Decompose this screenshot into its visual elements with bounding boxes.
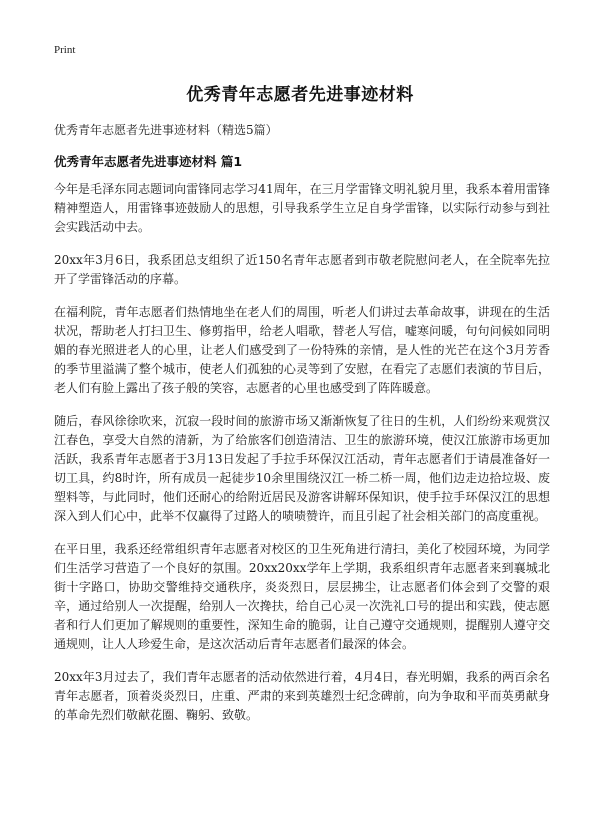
paragraph: 今年是毛泽东同志题词向雷锋同志学习41周年，在三月学雷锋文明礼貌月里，我系本着用雷锋精神塑造人，用雷锋事迹鼓励人的思想，引导我系学生立足自身学雷锋，以实际行动参与到社会实践活动中去。 xyxy=(54,182,550,234)
paragraph: 20xx年3月过去了，我们青年志愿者的活动依然进行着，4月4日，春光明媚，我系的两百余名青年志愿者，顶着炎炎烈日，庄重、严肃的来到英雄烈士纪念碑前，向为争取和平而英勇献身的革命先烈们敬献花圈、鞠躬、致敬。 xyxy=(54,670,550,722)
paragraph: 20xx年3月6日，我系团总支组织了近150名青年志愿者到市敬老院慰问老人，在全院率先拉开了学雷锋活动的序幕。 xyxy=(54,253,550,286)
document-title: 优秀青年志愿者先进事迹材料 xyxy=(186,85,414,105)
paragraph: 随后，春风徐徐吹来，沉寂一段时间的旅游市场又渐渐恢复了往日的生机，人们纷纷来观赏汉江春色，享受大自然的清新，为了给旅客们创造清洁、卫生的旅游环境，使汉江旅游市场更加活跃，我系青年志愿者于3月13日发起了手拉手环保汉江活动，青年志愿者们于请晨准备好一切工具，约8时许，所有成员一起徒步10余里围绕汉江一桥二桥一周，他们边走边拾垃圾、废塑料等，与此同时，他们还耐心的给附近居民及游客讲解环保知识，使手拉手环保汉江的思想深入到人们心中，此举不仅赢得了过路人的啧啧赞许，而且引起了社会相关部门的高度重视。 xyxy=(54,414,550,523)
document-subtitle: 优秀青年志愿者先进事迹材料（精选5篇） xyxy=(54,123,278,137)
print-link[interactable]: Print xyxy=(54,44,76,56)
section-heading: 优秀青年志愿者先进事迹材料 篇1 xyxy=(54,154,243,169)
paragraph: 在平日里，我系还经常组织青年志愿者对校区的卫生死角进行清扫，美化了校园环境，为同学们生活学习营造了一个良好的氛围。20xx20xx学年上学期，我系组织青年志愿者来到襄城北街十字路口，协助交警维持交通秩序，炎炎烈日，层层拂尘，让志愿者们体会到了交警的艰辛，通过给别人一次提醒，给别人一次搀扶，给自己心灵一次洗礼口号的提出和实践，使志愿者和行人们更加了解规则的重要性，深知生命的脆弱，让自己遵守交通规则，提醒别人遵守交通规则，让人人珍爱生命，是这次活动后青年志愿者们最深的体会。 xyxy=(54,542,550,651)
document-body xyxy=(54,180,550,739)
paragraph: 在福利院，青年志愿者们热情地坐在老人们的周围，听老人们讲过去革命故事，讲现在的生活状况，帮助老人打扫卫生、修剪指甲，给老人唱歌，替老人写信，嘘寒问暖，句句问候如同明媚的春光照进老人的心里，让老人们感受到了一份特殊的亲情，是人性的光芒在这个3月芳香的季节里溢满了整个城市，使老人们孤独的心灵等到了安慰，在看完了志愿们表演的节目后，老人们有脸上露出了孩子般的笑容，志愿者的心里也感受到了阵阵暖意。 xyxy=(54,305,550,395)
